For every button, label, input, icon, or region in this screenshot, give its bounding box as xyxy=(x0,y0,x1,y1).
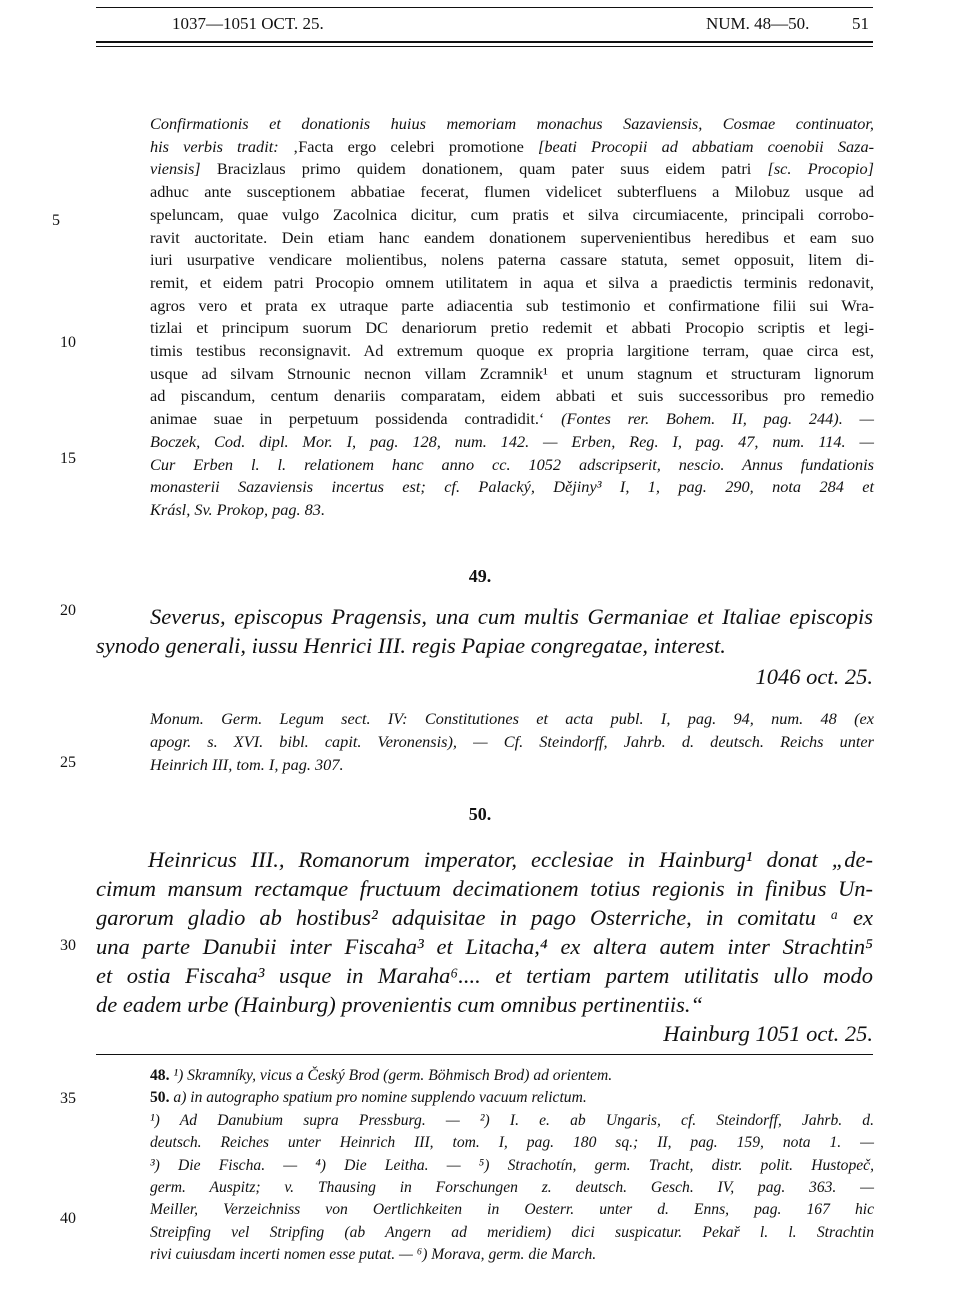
sources-49-line: Monum. Germ. Legum sect. IV: Constitutiones et acta publ. I, pag. 94, num. 48 (ex xyxy=(150,709,874,728)
regest-50-line: Heinricus III., Romanorum imperator, ecclesiae in Hainburg¹ donat „de- xyxy=(148,847,873,872)
footnote-text: ¹) Skramníky, vicus a Český Brod (germ. Böhmisch Brod) ad orientem. xyxy=(173,1067,613,1084)
footnote-text: rivi cuiusdam incerti nomen esse putat. — ⁶) Morava, germ. die March. xyxy=(150,1246,597,1264)
text-run: speluncam, quae vulgo Zacolnica dicitur, cum pratis et silva circumiacente, principali corrobo- xyxy=(150,204,874,224)
date-50: Hainburg 1051 oct. 25. xyxy=(663,1021,873,1046)
header-top-rule xyxy=(96,7,873,8)
commentary-line xyxy=(150,431,874,454)
regest-50-line: de eadem urbe (Hainburg) provenientis cum omnibus pertinentiis.“ xyxy=(96,992,703,1017)
line-number: 40 xyxy=(60,1210,76,1227)
footnote-text: Meiller, Verzeichniss von Oertlichkeiten in Oesterr. unter d. Enns, pag. 167 hic xyxy=(150,1201,874,1219)
footnote-line xyxy=(150,1132,874,1154)
commentary-line xyxy=(150,113,874,136)
text-run: his verbis tradit: xyxy=(150,136,293,156)
footnote-text: a) in autographo spatium pro nomine supplendo vacuum relictum. xyxy=(173,1089,587,1107)
regest-49-line: Severus, episcopus Pragensis, una cum multis Germaniae et Italiae episcopis xyxy=(150,604,873,629)
text-run: adhuc ante susceptionem abbatiae fecerat, flumen videlicet subterfluens a Milobuz usque ad xyxy=(150,182,874,202)
sources-49-line: apogr. s. XVI. bibl. capit. Veronensis), — Cf. Steindorff, Jahrb. d. deutsch. Reichs unter xyxy=(150,732,874,751)
text-run: remit, et eidem patri Procopio omnem utilitatem in aqua et silva a praedictis terminis redonavit, xyxy=(150,272,874,292)
commentary-line xyxy=(150,181,874,204)
document-number-50: 50. xyxy=(468,804,492,824)
text-run: usque ad silvam Strnounic necnon villam Zcramnik¹ et unum stagnum et structuram lignorum xyxy=(150,363,874,383)
text-run: Boczek, Cod. dipl. Mor. I, pag. 128, num. 142. — Erben, Reg. I, pag. 47, num. 114. — xyxy=(150,431,874,451)
header-rule-thick xyxy=(96,41,873,43)
footnote-text: deutsch. Reiches unter Heinrich III, tom. I, pag. 180 sq.; II, pag. 159, nota 1. — xyxy=(150,1134,874,1152)
commentary-line xyxy=(150,249,874,272)
text-run: viensis] xyxy=(150,159,217,179)
sources-49-line: Heinrich III, tom. I, pag. 307. xyxy=(150,755,344,774)
commentary-line xyxy=(150,317,874,340)
text-run: ad piscandum, centum denariis comparatam, eidem abbati et suis successoribus pro remedio xyxy=(150,386,874,406)
commentary-line xyxy=(150,158,874,181)
running-head-dates: 1037—1051 OCT. 25. xyxy=(172,14,324,33)
line-number: 10 xyxy=(60,334,76,351)
text-run: Cur Erben l. l. relationem hanc anno cc. 1052 adscripserit, nescio. Annus fundationis xyxy=(150,454,874,474)
text-run: timis testibus reconsignavit. Ad extremum quoque ex propria largitione terram, quae circa est, xyxy=(150,341,874,360)
commentary-line xyxy=(150,454,874,477)
commentary-line xyxy=(150,227,874,250)
running-head-numbers: NUM. 48—50. xyxy=(706,14,810,33)
line-number: 25 xyxy=(60,754,76,771)
line-number: 30 xyxy=(60,937,76,954)
text-run: [beati Procopii ad abbatiam coenobii Saza- xyxy=(538,136,875,156)
text-run: animae suae in perpetuum possidenda contradidit.‘ xyxy=(150,409,562,429)
footnote-line xyxy=(150,1199,874,1221)
commentary-line xyxy=(150,136,874,159)
text-run: (Fontes rer. Bohem. II, pag. 244). — xyxy=(561,409,874,429)
commentary-line xyxy=(150,204,874,227)
text-run: tizlai et principum suorum DC denariorum pretio redemit et abbati Procopio scriptis et legi- xyxy=(150,318,874,338)
commentary-line xyxy=(150,363,874,386)
footnote-text: ¹) Ad Danubium supra Pressburg. — ²) I. e. ab Ungaris, cf. Steindorff, Jahrb. d. xyxy=(150,1111,874,1129)
date-49: 1046 oct. 25. xyxy=(755,664,873,689)
footnote-text: germ. Auspitz; v. Thausing in Forschungen z. deutsch. Gesch. IV, pag. 363. — xyxy=(150,1179,874,1196)
footnote-doc-number: 50. xyxy=(150,1089,174,1107)
text-run: iuri usurpative vendicare molientibus, nolens paterna cassare statuta, semet opposuit, litem di- xyxy=(150,250,874,270)
footnote-line xyxy=(150,1155,874,1177)
page-number: 51 xyxy=(852,14,869,33)
footnote-doc-number: 48. xyxy=(150,1067,174,1084)
regest-50-line: una parte Danubii inter Fiscaha³ et Litacha,⁴ ex altera autem inter Strachtin⁵ xyxy=(96,934,873,959)
text-run: Bracizlaus primo quidem donationem, quam pater suus eidem patri xyxy=(216,159,768,179)
footnote-line xyxy=(150,1222,874,1244)
commentary-line xyxy=(150,340,874,363)
line-number: 35 xyxy=(60,1090,76,1107)
header-rule-thin xyxy=(96,46,873,47)
text-run: ‚Facta ergo celebri promotione xyxy=(292,136,539,156)
text-run: Krásl, Sv. Prokop, pag. 83. xyxy=(150,499,326,519)
commentary-line xyxy=(150,385,874,408)
regest-50-line: cimum mansum rectamque fructuum decimationem totius regionis in finibus Un- xyxy=(96,876,873,901)
text-run: monasterii Sazaviensis incertus est; cf. Palacký, Dějiny³ I, 1, pag. 290, nota 284 et xyxy=(150,477,874,497)
footnote-text: Streipfing vel Stripfing (ab Angern ad meridiem) dici suspicatur. Pekař l. l. Strachtin xyxy=(150,1223,874,1241)
commentary-line xyxy=(150,295,874,318)
footnote-line xyxy=(150,1177,874,1199)
regest-50-line: et ostia Fiscaha³ usque in Maraha⁶.... et tertiam partem utilitatis ullo modo xyxy=(96,963,873,988)
commentary-line xyxy=(150,408,874,431)
text-run: agros vero et prata ex utraque parte adiacentia sub testimonio et confirmatione filii sui Wra- xyxy=(150,295,874,315)
footnote-text: ³) Die Fischa. — ⁴) Die Leitha. — ⁵) Strachotín, germ. Tracht, distr. polit. Hustopeč, xyxy=(150,1156,874,1174)
text-run: [sc. Procopio] xyxy=(767,159,874,179)
footnote-line xyxy=(150,1065,874,1087)
commentary-line xyxy=(150,476,874,499)
footnote-rule xyxy=(96,1054,873,1055)
commentary-line xyxy=(150,272,874,295)
text-run: ravit auctoritate. Dein etiam hanc eandem donationem supervenientibus heredibus et eam suo xyxy=(150,227,874,247)
line-number: 5 xyxy=(52,212,60,229)
footnote-line xyxy=(150,1110,874,1132)
footnote-line xyxy=(150,1087,874,1109)
document-number-49: 49. xyxy=(468,566,492,586)
regest-49-line: synodo generali, iussu Henrici III. regis Papiae congregatae, interest. xyxy=(96,633,726,658)
line-number: 20 xyxy=(60,602,76,619)
text-run: Confirmationis et donationis huius memoriam monachus Sazaviensis, Cosmae continuator, xyxy=(150,114,874,133)
footnote-line xyxy=(150,1244,874,1266)
line-number: 15 xyxy=(60,450,76,467)
regest-50-line: garorum gladio ab hostibus² adquisitae in pago Osterriche, in comitatu ᵃ ex xyxy=(96,905,873,930)
commentary-line xyxy=(150,499,874,522)
